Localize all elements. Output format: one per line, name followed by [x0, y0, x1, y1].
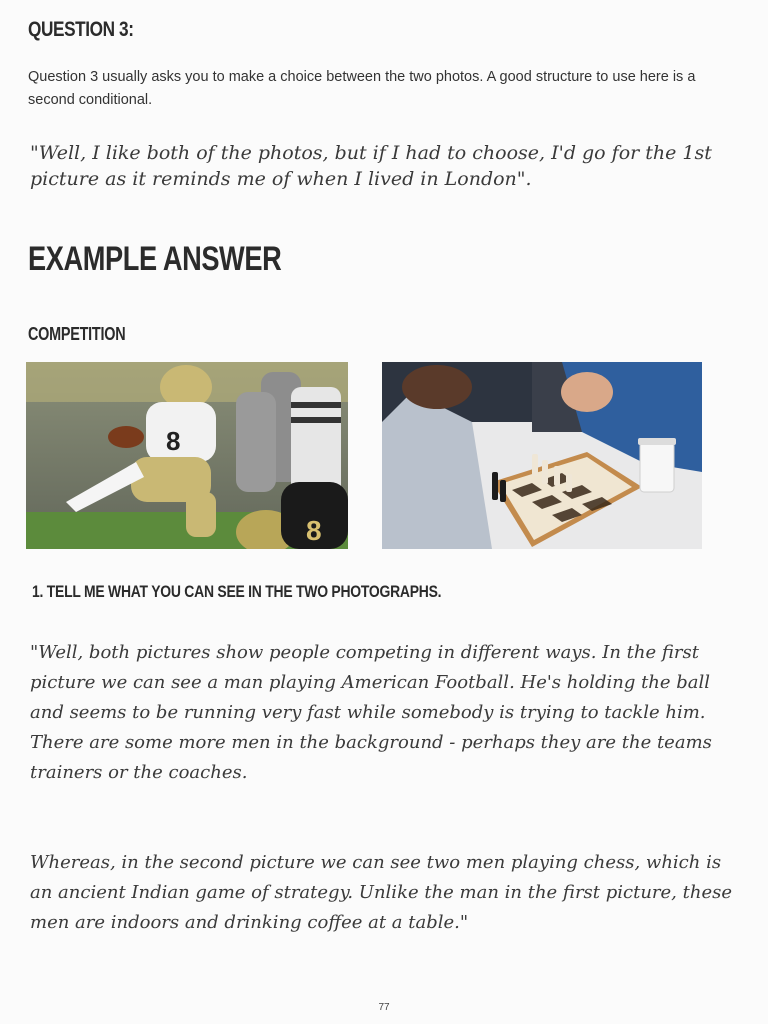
question-1-heading: 1. TELL ME WHAT YOU CAN SEE IN THE TWO PHOTOGRAPHS.	[32, 582, 442, 601]
example-quote: "Well, I like both of the photos, but if I had to choose, I'd go for the 1st picture as it reminds me of when I lived in London".	[30, 142, 712, 190]
page-number: 77	[378, 1002, 390, 1013]
example-answer-heading: EXAMPLE ANSWER	[28, 240, 282, 278]
question-heading: QUESTION 3:	[28, 18, 134, 41]
section-heading: COMPETITION	[28, 324, 126, 344]
intro-text: Question 3 usually asks you to make a choice between the two photos. A good structure to use here is a second conditional.	[28, 69, 696, 108]
jersey-number: 8	[166, 426, 181, 456]
answer-paragraph-2: Whereas, in the second picture we can see two men playing chess, which is an ancient Indian game of strategy. Unlike the man in the first picture, these men are indoors and drinking coffee at a table."	[30, 852, 732, 933]
football-photo	[26, 362, 348, 549]
chess-photo	[382, 362, 702, 549]
answer-paragraph-1: "Well, both pictures show people competing in different ways. In the first picture we can see a man playing American Football. He's holding the ball and seems to be running very fast while somebody is trying to tackle him. There are some more men in the background - perhaps they are the teams trainers or the coaches.	[30, 642, 712, 783]
svg-text:8: 8	[306, 515, 322, 546]
